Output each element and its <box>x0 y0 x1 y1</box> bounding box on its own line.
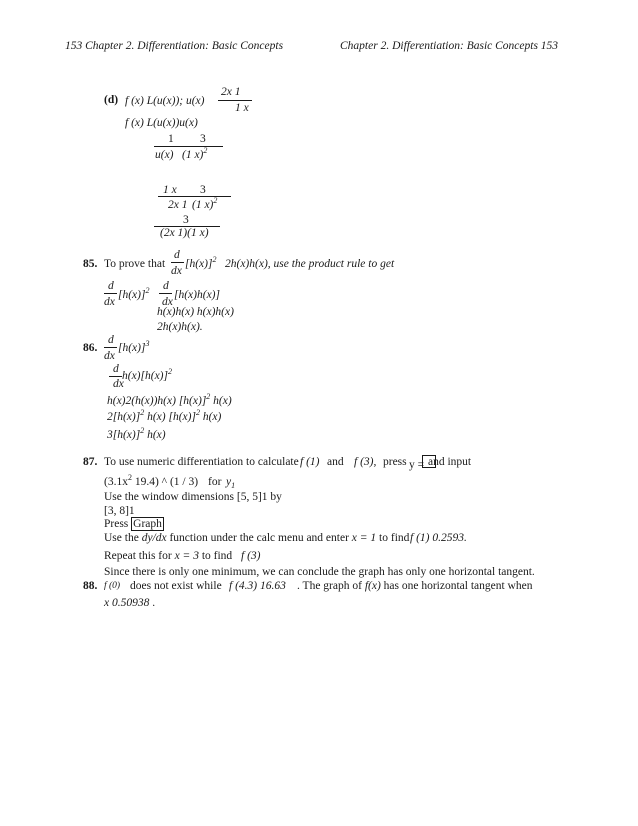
part-d-f4-num: 3 <box>200 184 206 196</box>
part-d-frac-bar <box>218 100 252 101</box>
part-d-f5-den: (2x 1)(1 x) <box>160 227 209 239</box>
p85-l1-d2: d <box>163 280 169 292</box>
p86-l4: $3[h(x)]^2$ h(x) <box>107 426 166 441</box>
p85-l3: 2h(x)h(x). <box>157 321 203 333</box>
part-d-f3-num: 1 x <box>163 184 177 196</box>
p85-d-bar <box>171 262 184 263</box>
p87-line7: Repeat this for x = 3 to find <box>104 550 233 562</box>
header-right: Chapter 2. Differentiation: Basic Concepts 153 <box>340 40 559 52</box>
p85-l1-a: $[h(x)]^2$ <box>118 286 150 301</box>
p87-line7-d: f (3) <box>241 550 261 562</box>
p88-a: f (0) <box>104 581 121 591</box>
p87-line1-f1: f (1) <box>300 456 320 468</box>
p88-line2: x 0.50938 . <box>104 597 156 609</box>
p85-expr-b: 2h(x)h(x), use the product rule to get <box>225 258 395 270</box>
p87-line8: Since there is only one minimum, we can conclude the graph has only one horizontal tangent. <box>104 566 535 578</box>
p85-l1-bar1 <box>104 293 117 294</box>
p87-line1-a: To use numeric differentiation to calculate <box>104 456 299 468</box>
p86-dx1: dx <box>113 378 124 390</box>
part-d-f1-den: u(x) <box>155 149 174 161</box>
p86-bar1 <box>109 376 122 377</box>
p85-l2: h(x)h(x) h(x)h(x) <box>157 306 234 318</box>
p87-line1-f3: f (3), <box>354 456 377 468</box>
p85-l1-bar2 <box>159 293 172 294</box>
p86-d0: d <box>108 334 114 346</box>
p86-l3: $2[h(x)]^2$ h(x) $[h(x)]^2$ h(x) <box>107 408 222 423</box>
p88-label: 88. <box>83 580 98 592</box>
part-d-frac-den: 1 x <box>235 102 249 114</box>
part-d-f2-bar <box>181 146 223 147</box>
p85-expr: $[h(x)]^2$ <box>185 255 217 270</box>
p87-line5: Press Graph <box>104 518 162 530</box>
p88-c: f (4.3) 16.63 <box>229 580 286 592</box>
p86-label: 86. <box>83 342 98 354</box>
p86-l1: $h(x)[h(x)]^2$ <box>122 367 172 382</box>
p86-l2: h(x)2(h(x))h(x) $[h(x)]^2$ h(x) <box>107 392 232 407</box>
p85-d: d <box>174 249 180 261</box>
p85-l1-d1: d <box>108 280 114 292</box>
p87-label: 87. <box>83 456 98 468</box>
part-d-f4-den: (1 x)$^2$ <box>192 196 218 211</box>
p86-dx0: dx <box>104 350 115 362</box>
part-d-f2-num: 3 <box>200 133 206 145</box>
p86-bar0 <box>104 347 117 348</box>
p86-l0: $[h(x)]^3$ <box>118 339 150 354</box>
p87-line2-for: for <box>208 476 222 488</box>
part-d-f5-num: 3 <box>183 214 189 226</box>
p87-line1-end: and input <box>428 456 472 468</box>
p85-text: To prove that <box>104 258 166 270</box>
part-d-label: (d) <box>104 94 119 106</box>
p85-label: 85. <box>83 258 98 270</box>
part-d-line2: f (x) L(u(x))u(x) <box>125 117 198 129</box>
p85-l1-dx1: dx <box>104 296 115 308</box>
p87-line2-y: $y_1$ <box>226 476 236 490</box>
part-d-f3-bar <box>158 196 192 197</box>
p87-line6-e: f (1) 0.2593. <box>410 532 467 544</box>
p85-dx: dx <box>171 265 182 277</box>
p87-line1-key: y = <box>409 455 436 472</box>
p87-line4: [3, 8]1 <box>104 505 135 517</box>
p85-l1-dx2: dx <box>162 296 173 308</box>
part-d-f1-num: 1 <box>168 133 174 145</box>
p87-line1-press: press <box>383 456 407 468</box>
p88-rest: . The graph of f(x) has one horizontal tangent when <box>297 580 533 592</box>
part-d-line1: f (x) L(u(x)); u(x) <box>125 95 205 107</box>
p86-d1: d <box>113 363 119 375</box>
p88-b: does not exist while <box>130 580 222 592</box>
part-d-frac-num: 2x 1 <box>221 86 241 98</box>
p85-l1-b: [h(x)h(x)] <box>174 289 220 301</box>
header-left: 153 Chapter 2. Differentiation: Basic Concepts <box>65 40 284 52</box>
part-d-f2-den: (1 x)$^2$ <box>182 146 208 161</box>
part-d-f4-bar <box>189 196 231 197</box>
p87-line6: Use the dy/dx function under the calc menu and enter x = 1 to find <box>104 532 410 544</box>
graph-key: Graph <box>133 518 162 530</box>
p87-line3: Use the window dimensions [5, 5]1 by <box>104 491 282 503</box>
p87-line2: ($3.1x^2$ 19.4) ^ (1 / 3) <box>104 473 199 488</box>
part-d-f3-den: 2x 1 <box>168 199 188 211</box>
p87-line1-and: and <box>327 456 344 468</box>
